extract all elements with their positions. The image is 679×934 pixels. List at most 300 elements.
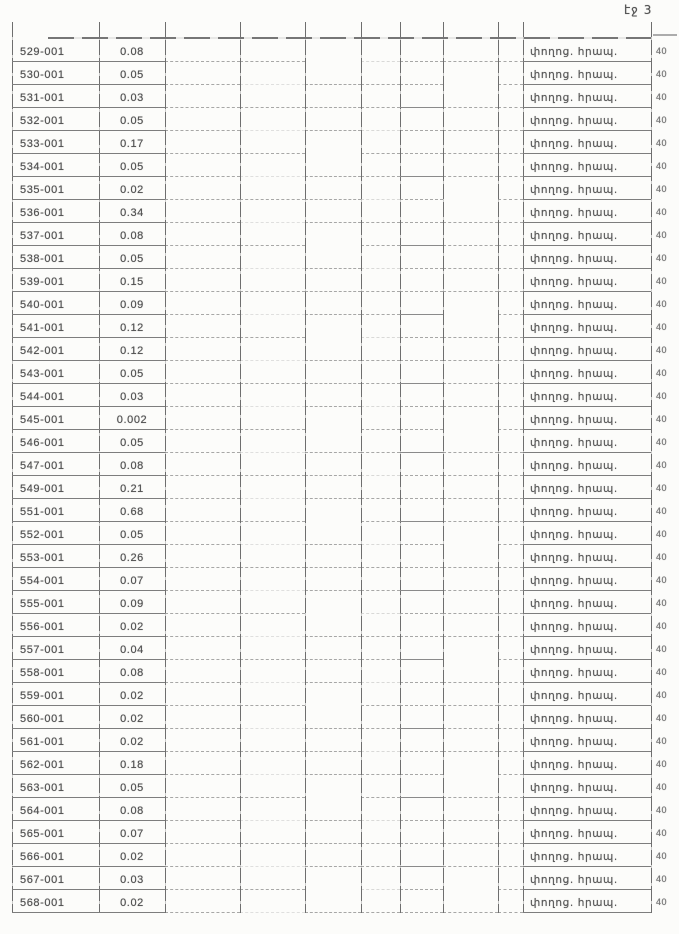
empty-cell	[240, 591, 305, 614]
row-code: 40	[656, 712, 668, 723]
empty-cell	[443, 407, 498, 430]
table-row	[12, 867, 651, 890]
empty-cell	[305, 85, 361, 108]
parcel-area-cell: 0.07	[99, 568, 165, 591]
table-row	[12, 39, 651, 62]
parcel-area-cell: 0.34	[99, 200, 165, 223]
empty-cell	[400, 131, 443, 154]
empty-cell	[443, 269, 498, 292]
table-row	[12, 246, 651, 269]
table-row	[12, 315, 651, 338]
empty-cell	[240, 200, 305, 223]
land-use-category-cell: փողոց. հրապ.	[523, 499, 651, 522]
empty-cell	[443, 683, 498, 706]
land-use-category-cell: փողոց. հրապ.	[523, 292, 651, 315]
parcel-id-cell: 563-001	[12, 775, 99, 798]
empty-cell	[361, 177, 400, 200]
empty-cell	[240, 430, 305, 453]
row-code: 40	[656, 229, 668, 240]
row-code: 40	[656, 160, 668, 171]
parcel-area-cell: 0.02	[99, 706, 165, 729]
table-row	[12, 890, 651, 913]
empty-cell	[443, 338, 498, 361]
empty-cell	[498, 85, 523, 108]
empty-cell	[240, 706, 305, 729]
parcel-area-cell: 0.21	[99, 476, 165, 499]
empty-cell	[165, 752, 240, 775]
empty-cell	[443, 545, 498, 568]
table-row	[12, 108, 651, 131]
empty-cell	[361, 62, 400, 85]
empty-cell	[240, 85, 305, 108]
row-code: 40	[656, 551, 668, 562]
parcel-area-cell: 0.05	[99, 775, 165, 798]
empty-cell	[443, 154, 498, 177]
land-use-category-cell: փողոց. հրապ.	[523, 867, 651, 890]
parcel-area-cell: 0.03	[99, 384, 165, 407]
land-use-category-cell: փողոց. հրապ.	[523, 660, 651, 683]
empty-cell	[400, 453, 443, 476]
empty-cell	[305, 821, 361, 844]
empty-cell	[305, 361, 361, 384]
page-number-label: էջ 3	[624, 3, 653, 17]
empty-cell	[240, 131, 305, 154]
parcel-area-cell: 0.18	[99, 752, 165, 775]
table-row	[12, 660, 651, 683]
empty-cell	[305, 752, 361, 775]
empty-cell	[305, 223, 361, 246]
land-use-category-cell: փողոց. հրապ.	[523, 821, 651, 844]
land-use-category-cell: փողոց. հրապ.	[523, 131, 651, 154]
empty-cell	[443, 775, 498, 798]
empty-cell	[361, 108, 400, 131]
empty-cell	[165, 453, 240, 476]
empty-cell	[400, 62, 443, 85]
empty-cell	[443, 522, 498, 545]
empty-cell	[400, 246, 443, 269]
row-code: 40	[656, 597, 668, 608]
empty-cell	[240, 683, 305, 706]
row-code: 40	[656, 620, 668, 631]
row-code: 40	[656, 528, 668, 539]
empty-cell	[443, 821, 498, 844]
parcel-area-cell: 0.09	[99, 292, 165, 315]
empty-cell	[443, 177, 498, 200]
empty-cell	[305, 637, 361, 660]
land-use-category-cell: փողոց. հրապ.	[523, 476, 651, 499]
empty-cell	[361, 867, 400, 890]
empty-cell	[305, 522, 361, 545]
empty-cell	[305, 108, 361, 131]
parcel-id-cell: 532-001	[12, 108, 99, 131]
land-use-category-cell: փողոց. հրապ.	[523, 223, 651, 246]
empty-cell	[165, 568, 240, 591]
parcel-id-cell: 530-001	[12, 62, 99, 85]
parcel-id-cell: 539-001	[12, 269, 99, 292]
empty-cell	[305, 890, 361, 913]
empty-cell	[305, 269, 361, 292]
land-use-category-cell: փողոց. հրապ.	[523, 361, 651, 384]
land-use-category-cell: փողոց. հրապ.	[523, 407, 651, 430]
table-row	[12, 131, 651, 154]
empty-cell	[165, 315, 240, 338]
empty-cell	[498, 867, 523, 890]
parcel-area-cell: 0.002	[99, 407, 165, 430]
empty-cell	[361, 614, 400, 637]
parcel-area-cell: 0.07	[99, 821, 165, 844]
land-use-category-cell: փողոց. հրապ.	[523, 637, 651, 660]
empty-cell	[240, 798, 305, 821]
empty-cell	[165, 844, 240, 867]
parcel-id-cell: 558-001	[12, 660, 99, 683]
land-use-category-cell: փողոց. հրապ.	[523, 890, 651, 913]
empty-cell	[165, 683, 240, 706]
empty-cell	[165, 108, 240, 131]
table-body	[12, 39, 651, 913]
empty-cell	[498, 131, 523, 154]
table-row	[12, 384, 651, 407]
empty-cell	[165, 292, 240, 315]
empty-cell	[443, 384, 498, 407]
empty-cell	[165, 729, 240, 752]
empty-cell	[240, 384, 305, 407]
land-use-category-cell: փողոց. հրապ.	[523, 384, 651, 407]
table-row	[12, 775, 651, 798]
empty-cell	[305, 568, 361, 591]
empty-cell	[165, 660, 240, 683]
empty-cell	[443, 614, 498, 637]
parcel-id-cell: 568-001	[12, 890, 99, 913]
table-row	[12, 706, 651, 729]
empty-cell	[498, 821, 523, 844]
row-code: 40	[656, 804, 668, 815]
land-use-category-cell: փողոց. հրապ.	[523, 246, 651, 269]
parcel-area-cell: 0.02	[99, 614, 165, 637]
empty-cell	[165, 591, 240, 614]
land-use-category-cell: փողոց. հրապ.	[523, 522, 651, 545]
parcel-id-cell: 555-001	[12, 591, 99, 614]
empty-cell	[498, 706, 523, 729]
empty-cell	[305, 177, 361, 200]
empty-cell	[361, 890, 400, 913]
row-code: 40	[656, 367, 668, 378]
parcel-id-cell: 546-001	[12, 430, 99, 453]
row-code: 40	[656, 643, 668, 654]
empty-cell	[400, 752, 443, 775]
empty-cell	[361, 729, 400, 752]
row-code: 40	[656, 850, 668, 861]
empty-cell	[240, 522, 305, 545]
row-code: 40	[656, 413, 668, 424]
empty-cell	[361, 154, 400, 177]
empty-cell	[400, 154, 443, 177]
table-row	[12, 177, 651, 200]
table-row	[12, 430, 651, 453]
empty-cell	[400, 798, 443, 821]
empty-cell	[305, 407, 361, 430]
table-row	[12, 223, 651, 246]
parcel-area-cell: 0.15	[99, 269, 165, 292]
row-code: 40	[656, 114, 668, 125]
empty-cell	[240, 568, 305, 591]
empty-cell	[498, 729, 523, 752]
parcel-area-cell: 0.05	[99, 361, 165, 384]
empty-cell	[361, 200, 400, 223]
empty-cell	[498, 499, 523, 522]
empty-cell	[443, 752, 498, 775]
parcel-id-cell: 561-001	[12, 729, 99, 752]
land-use-category-cell: փողոց. հրապ.	[523, 798, 651, 821]
empty-cell	[165, 522, 240, 545]
empty-cell	[498, 476, 523, 499]
parcel-area-cell: 0.02	[99, 844, 165, 867]
parcel-area-cell: 0.05	[99, 62, 165, 85]
empty-cell	[400, 867, 443, 890]
parcel-area-cell: 0.02	[99, 683, 165, 706]
table-row	[12, 85, 651, 108]
empty-cell	[165, 545, 240, 568]
parcel-area-cell: 0.05	[99, 246, 165, 269]
empty-cell	[305, 453, 361, 476]
parcel-id-cell: 549-001	[12, 476, 99, 499]
row-code: 40	[656, 298, 668, 309]
parcel-id-cell: 552-001	[12, 522, 99, 545]
row-code: 40	[656, 91, 668, 102]
empty-cell	[240, 453, 305, 476]
land-use-category-cell: փողոց. հրապ.	[523, 844, 651, 867]
row-code: 40	[656, 183, 668, 194]
empty-cell	[498, 844, 523, 867]
empty-cell	[361, 85, 400, 108]
parcel-id-cell: 556-001	[12, 614, 99, 637]
empty-cell	[361, 499, 400, 522]
empty-cell	[240, 407, 305, 430]
parcel-area-cell: 0.17	[99, 131, 165, 154]
empty-cell	[361, 453, 400, 476]
empty-cell	[443, 591, 498, 614]
table-row	[12, 62, 651, 85]
land-use-category-cell: փողոց. հրապ.	[523, 85, 651, 108]
empty-cell	[361, 591, 400, 614]
empty-cell	[165, 361, 240, 384]
land-use-category-cell: փողոց. հրապ.	[523, 683, 651, 706]
table-row	[12, 453, 651, 476]
parcel-id-cell: 545-001	[12, 407, 99, 430]
empty-cell	[240, 752, 305, 775]
empty-cell	[443, 246, 498, 269]
empty-cell	[498, 568, 523, 591]
empty-cell	[165, 890, 240, 913]
empty-cell	[361, 706, 400, 729]
empty-cell	[400, 269, 443, 292]
empty-cell	[400, 499, 443, 522]
parcel-id-cell: 534-001	[12, 154, 99, 177]
table-row	[12, 476, 651, 499]
empty-cell	[305, 729, 361, 752]
parcel-id-cell: 553-001	[12, 545, 99, 568]
parcel-id-cell: 559-001	[12, 683, 99, 706]
empty-cell	[443, 499, 498, 522]
table-row	[12, 683, 651, 706]
row-code: 40	[656, 896, 668, 907]
empty-cell	[361, 430, 400, 453]
empty-cell	[305, 292, 361, 315]
row-code: 40	[656, 574, 668, 585]
empty-cell	[240, 246, 305, 269]
land-use-category-cell: փողոց. հրապ.	[523, 39, 651, 62]
empty-cell	[498, 591, 523, 614]
parcel-area-cell: 0.05	[99, 108, 165, 131]
empty-cell	[361, 568, 400, 591]
empty-cell	[165, 476, 240, 499]
empty-cell	[498, 637, 523, 660]
empty-cell	[305, 706, 361, 729]
empty-cell	[443, 223, 498, 246]
empty-cell	[240, 821, 305, 844]
row-code: 40	[656, 390, 668, 401]
empty-cell	[443, 476, 498, 499]
empty-cell	[443, 637, 498, 660]
empty-cell	[240, 269, 305, 292]
empty-cell	[400, 361, 443, 384]
empty-cell	[498, 177, 523, 200]
empty-cell	[240, 108, 305, 131]
empty-cell	[498, 200, 523, 223]
empty-cell	[361, 292, 400, 315]
parcel-area-cell: 0.05	[99, 522, 165, 545]
parcel-id-cell: 567-001	[12, 867, 99, 890]
row-code: 40	[656, 436, 668, 447]
empty-cell	[305, 430, 361, 453]
empty-cell	[240, 177, 305, 200]
parcel-id-cell: 540-001	[12, 292, 99, 315]
empty-cell	[240, 545, 305, 568]
empty-cell	[400, 177, 443, 200]
empty-cell	[498, 545, 523, 568]
table-row	[12, 844, 651, 867]
parcel-id-cell: 536-001	[12, 200, 99, 223]
table-row	[12, 614, 651, 637]
table-row	[12, 338, 651, 361]
empty-cell	[443, 706, 498, 729]
empty-cell	[361, 338, 400, 361]
empty-cell	[443, 844, 498, 867]
empty-cell	[498, 269, 523, 292]
row-code: 40	[656, 781, 668, 792]
land-use-category-cell: փողոց. հրապ.	[523, 591, 651, 614]
parcel-id-cell: 543-001	[12, 361, 99, 384]
empty-cell	[498, 890, 523, 913]
parcel-area-cell: 0.05	[99, 430, 165, 453]
table-row	[12, 591, 651, 614]
empty-cell	[305, 867, 361, 890]
table-row	[12, 499, 651, 522]
empty-cell	[400, 591, 443, 614]
empty-cell	[361, 660, 400, 683]
empty-cell	[400, 683, 443, 706]
empty-cell	[443, 568, 498, 591]
land-use-category-cell: փողոց. հրապ.	[523, 729, 651, 752]
empty-cell	[361, 315, 400, 338]
code-column	[656, 39, 678, 913]
empty-cell	[305, 154, 361, 177]
empty-cell	[400, 660, 443, 683]
empty-cell	[498, 108, 523, 131]
empty-cell	[443, 292, 498, 315]
row-code: 40	[656, 275, 668, 286]
parcel-area-cell: 0.04	[99, 637, 165, 660]
parcel-id-cell: 566-001	[12, 844, 99, 867]
parcel-id-cell: 537-001	[12, 223, 99, 246]
parcel-area-cell: 0.08	[99, 453, 165, 476]
empty-cell	[165, 867, 240, 890]
parcel-id-cell: 541-001	[12, 315, 99, 338]
parcel-area-cell: 0.26	[99, 545, 165, 568]
empty-cell	[443, 315, 498, 338]
parcel-area-cell: 0.02	[99, 177, 165, 200]
row-code: 40	[656, 137, 668, 148]
empty-cell	[165, 269, 240, 292]
empty-cell	[400, 430, 443, 453]
table-row	[12, 269, 651, 292]
parcel-area-cell: 0.05	[99, 154, 165, 177]
empty-cell	[240, 890, 305, 913]
parcel-area-cell: 0.03	[99, 867, 165, 890]
row-code: 40	[656, 827, 668, 838]
row-code: 40	[656, 68, 668, 79]
parcel-area-cell: 0.09	[99, 591, 165, 614]
empty-cell	[498, 338, 523, 361]
empty-cell	[305, 499, 361, 522]
land-use-category-cell: փողոց. հրապ.	[523, 62, 651, 85]
empty-cell	[498, 315, 523, 338]
row-code: 40	[656, 252, 668, 263]
empty-cell	[400, 844, 443, 867]
parcel-id-cell: 542-001	[12, 338, 99, 361]
parcel-id-cell: 562-001	[12, 752, 99, 775]
empty-cell	[240, 223, 305, 246]
empty-cell	[498, 384, 523, 407]
empty-cell	[443, 85, 498, 108]
empty-cell	[240, 154, 305, 177]
empty-cell	[400, 522, 443, 545]
empty-cell	[165, 407, 240, 430]
empty-cell	[165, 430, 240, 453]
empty-cell	[498, 223, 523, 246]
table-row	[12, 292, 651, 315]
empty-cell	[400, 729, 443, 752]
empty-cell	[361, 131, 400, 154]
table-row	[12, 821, 651, 844]
empty-cell	[361, 361, 400, 384]
empty-cell	[165, 637, 240, 660]
empty-cell	[400, 223, 443, 246]
empty-cell	[305, 39, 361, 62]
empty-cell	[498, 660, 523, 683]
parcel-id-cell: 533-001	[12, 131, 99, 154]
empty-cell	[305, 844, 361, 867]
empty-cell	[361, 246, 400, 269]
land-use-category-cell: փողոց. հրապ.	[523, 752, 651, 775]
empty-cell	[305, 338, 361, 361]
empty-cell	[443, 131, 498, 154]
empty-cell	[165, 706, 240, 729]
empty-cell	[240, 476, 305, 499]
empty-cell	[498, 292, 523, 315]
empty-cell	[305, 545, 361, 568]
empty-cell	[443, 890, 498, 913]
parcel-area-cell: 0.68	[99, 499, 165, 522]
